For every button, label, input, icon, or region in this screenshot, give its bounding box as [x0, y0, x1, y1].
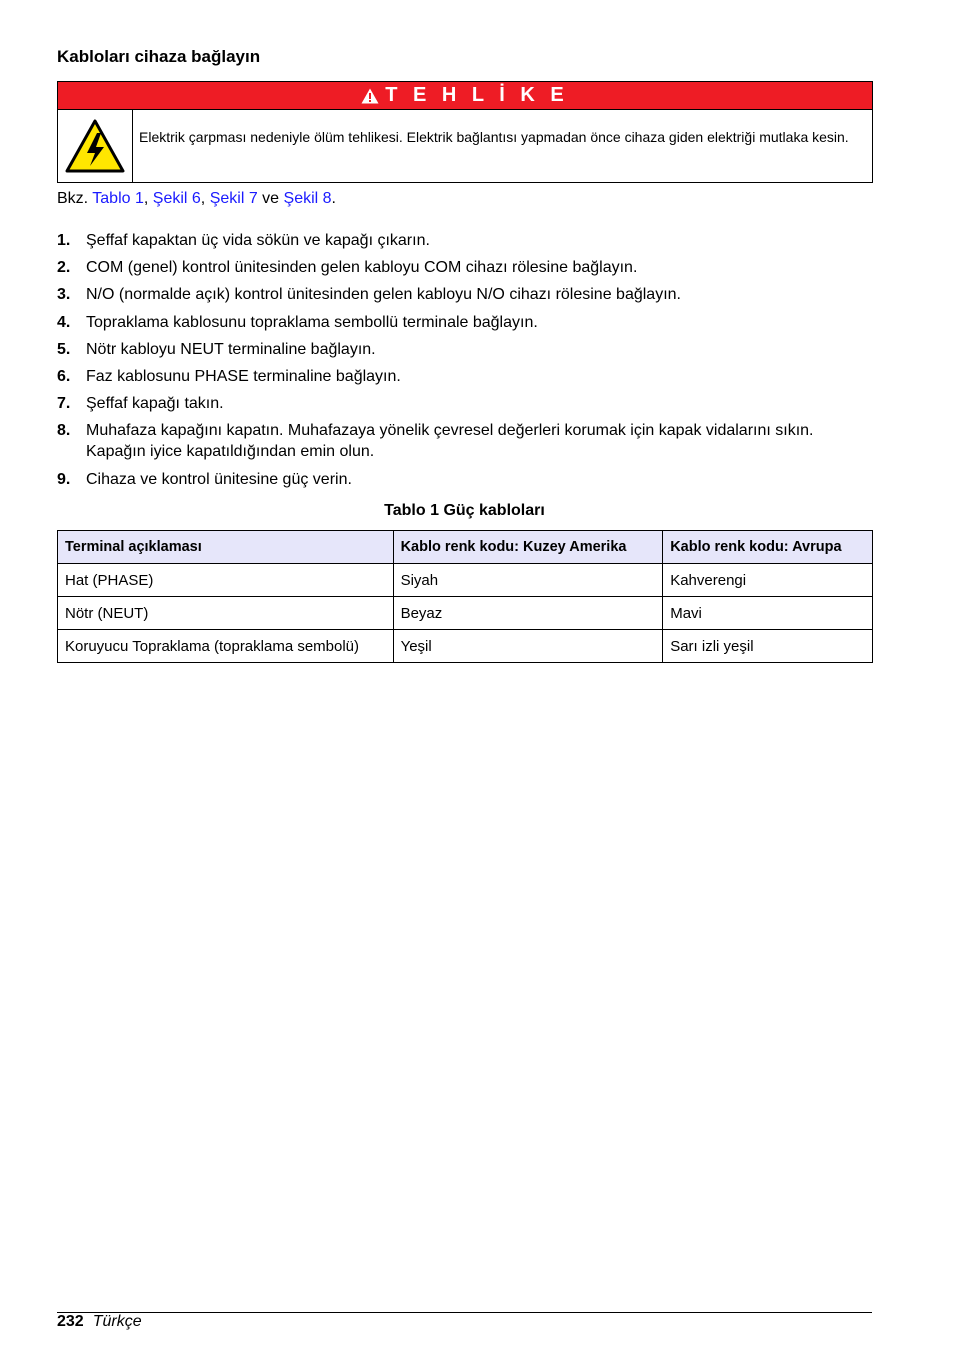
step-number: 6. [57, 367, 71, 385]
step-number: 9. [57, 470, 71, 488]
danger-header [58, 82, 872, 110]
step-number: 7. [57, 395, 71, 413]
page-number: 232 [57, 1313, 84, 1330]
table-cell: Sarı izli yeşil [663, 630, 873, 663]
step-number: 5. [57, 340, 71, 358]
step-text: Cihaza ve kontrol ünitesine güç verin. [86, 470, 352, 488]
footer-divider [57, 1312, 872, 1313]
step-text: Şeffaf kapaktan üç vida sökün ve kapağı çıkarın. [86, 232, 430, 249]
step-text: Nötr kabloyu NEUT terminaline bağlayın. [86, 340, 376, 358]
link-sekil-6[interactable]: Şekil 6 [152, 190, 201, 207]
step-number: 2. [57, 259, 71, 277]
reference-separator: , [200, 190, 210, 207]
table-row [58, 630, 873, 663]
table-cell: Kahverengi [663, 564, 873, 597]
power-cables-table [57, 530, 873, 663]
table-cell: Koruyucu Topraklama (topraklama sembolü) [58, 630, 394, 663]
danger-text: Elektrik çarpması nedeniyle ölüm tehlikesi. Elektrik bağlantısı yapmadan önce cihaza giden elektriği mutlaka kesin. [139, 129, 849, 145]
table-cell: Hat (PHASE) [58, 564, 394, 597]
danger-title: T E H L İ K E [385, 84, 569, 106]
danger-notice [57, 81, 873, 183]
table-cell: Beyaz [393, 597, 663, 630]
column-header: Kablo renk kodu: Avrupa [663, 531, 873, 564]
step-text: N/O (normalde açık) kontrol ünitesinden gelen kabloyu N/O cihazı rölesine bağlayın. [86, 286, 681, 304]
step-text: Şeffaf kapağı takın. [86, 395, 224, 413]
step-number: 1. [57, 232, 71, 249]
electric-shock-warning-icon [64, 118, 126, 174]
column-header: Terminal açıklaması [58, 531, 394, 564]
step-number: 3. [57, 286, 71, 304]
step-text: COM (genel) kontrol ünitesinden gelen kabloyu COM cihazı rölesine bağlayın. [86, 259, 638, 277]
link-tablo-1[interactable]: Tablo 1 [92, 190, 144, 207]
step-item [57, 284, 872, 305]
table-row [58, 564, 873, 597]
step-item [57, 230, 872, 251]
step-item [57, 420, 872, 462]
step-number: 8. [57, 422, 71, 440]
footer-language: Türkçe [92, 1313, 142, 1330]
reference-suffix: . [331, 190, 336, 207]
step-item [57, 257, 872, 278]
step-number: 4. [57, 313, 71, 331]
table-cell: Yeşil [393, 630, 663, 663]
step-text: Topraklama kablosunu topraklama sembollü terminale bağlayın. [86, 313, 538, 331]
table-header-row [58, 531, 873, 564]
step-item [57, 339, 872, 360]
table-cell: Mavi [663, 597, 873, 630]
page-footer [57, 1313, 142, 1331]
table-caption: Tablo 1 Güç kabloları [384, 502, 545, 519]
step-item [57, 312, 872, 333]
procedure-steps [57, 230, 872, 496]
column-header: Kablo renk kodu: Kuzey Amerika [393, 531, 663, 564]
reference-prefix: Bkz. [57, 190, 93, 207]
reference-separator: ve [257, 190, 284, 207]
table-cell: Nötr (NEUT) [58, 597, 394, 630]
step-item [57, 393, 872, 414]
table-cell: Siyah [393, 564, 663, 597]
link-sekil-7[interactable]: Şekil 7 [209, 190, 258, 207]
reference-separator: , [143, 190, 153, 207]
link-sekil-8[interactable]: Şekil 8 [283, 190, 332, 207]
step-text: Muhafaza kapağını kapatın. Muhafazaya yönelik çevresel değerleri korumak için kapak vidalarını sıkın. Kapağın iyice kapatıldığından emin olun. [86, 422, 814, 461]
step-text: Faz kablosunu PHASE terminaline bağlayın. [86, 367, 401, 385]
step-item [57, 366, 872, 387]
step-item [57, 469, 872, 490]
reference-line [57, 190, 336, 208]
warning-triangle-icon [361, 88, 379, 104]
table-row [58, 597, 873, 630]
section-heading: Kabloları cihaza bağlayın [57, 47, 261, 66]
